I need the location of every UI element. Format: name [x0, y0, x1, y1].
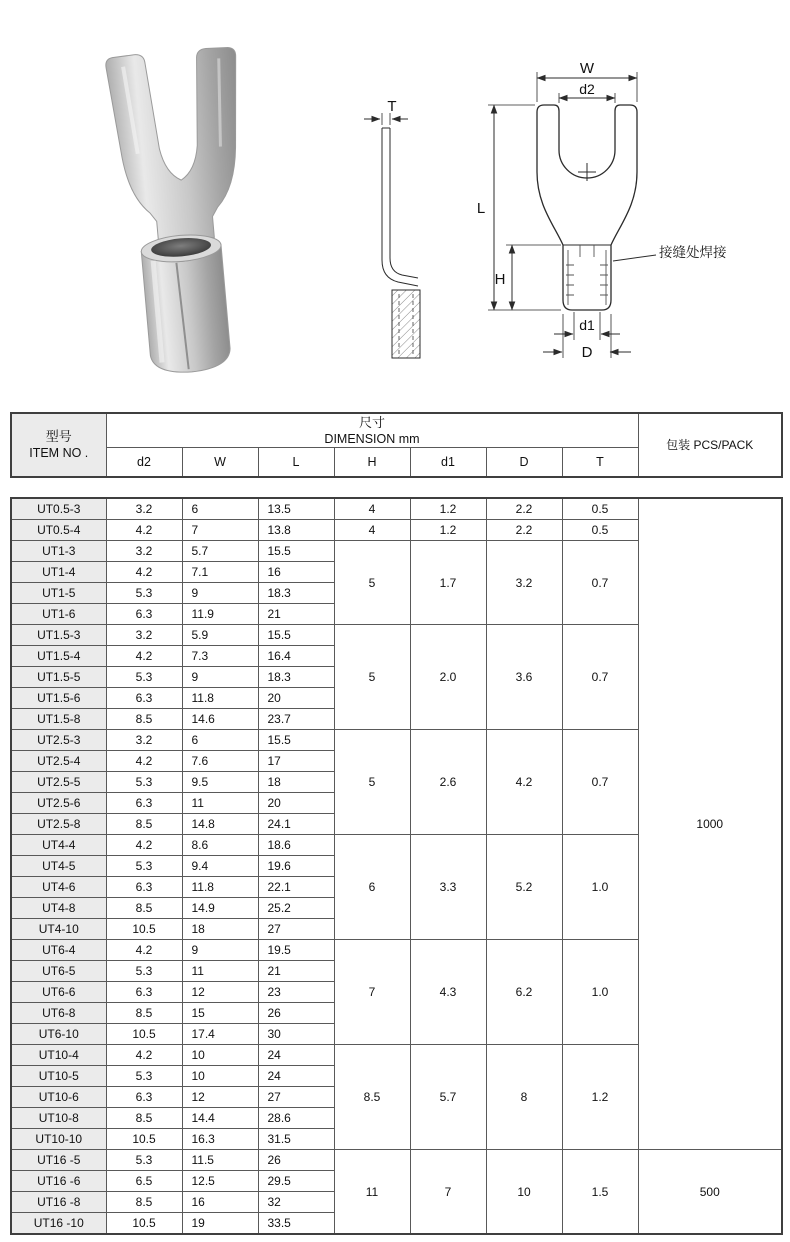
cell-d2: 6.5 [106, 1171, 182, 1192]
item-no-header-zh: 型号 [45, 429, 72, 445]
dim-label-d: D [581, 344, 593, 361]
cell-w: 14.6 [182, 709, 258, 730]
cell-d: 6.2 [486, 940, 562, 1045]
cell-item-no: UT2.5-5 [11, 772, 106, 793]
cell-t: 0.7 [562, 730, 638, 835]
cell-t: 1.0 [562, 940, 638, 1045]
cell-l: 30 [258, 1024, 334, 1045]
cell-w: 18 [182, 919, 258, 940]
cell-l: 26 [258, 1150, 334, 1171]
technical-figures [0, 0, 790, 405]
spec-row [11, 498, 782, 520]
cell-d2: 10.5 [106, 1024, 182, 1045]
cell-w: 14.9 [182, 898, 258, 919]
weld-note-label: 接缝处焊接 [659, 245, 727, 260]
cell-l: 20 [258, 688, 334, 709]
cell-w: 9.5 [182, 772, 258, 793]
cell-d2: 4.2 [106, 562, 182, 583]
front-view-drawing [477, 60, 727, 361]
cell-d2: 5.3 [106, 772, 182, 793]
cell-d1: 1.2 [410, 498, 486, 520]
cell-item-no: UT1.5-8 [11, 709, 106, 730]
cell-l: 18 [258, 772, 334, 793]
spec-table-body [11, 498, 782, 1234]
cell-w: 8.6 [182, 835, 258, 856]
cell-d2: 8.5 [106, 1108, 182, 1129]
dimension-header [106, 413, 638, 448]
item-no-header-en: ITEM NO . [29, 446, 89, 461]
cell-d: 2.2 [486, 498, 562, 520]
cell-l: 28.6 [258, 1108, 334, 1129]
cell-w: 6 [182, 730, 258, 751]
cell-d2: 3.2 [106, 498, 182, 520]
cell-d2: 4.2 [106, 1045, 182, 1066]
cell-w: 5.9 [182, 625, 258, 646]
cell-item-no: UT1-4 [11, 562, 106, 583]
front-outline [537, 105, 637, 310]
cell-d2: 6.3 [106, 688, 182, 709]
cell-d2: 4.2 [106, 835, 182, 856]
pack-header: 包装 PCS/PACK [638, 413, 782, 477]
item-no-header [11, 413, 106, 477]
cell-l: 33.5 [258, 1213, 334, 1235]
spec-row [11, 1150, 782, 1171]
cell-l: 18.6 [258, 835, 334, 856]
col-header-l: L [258, 448, 334, 477]
cell-item-no: UT2.5-6 [11, 793, 106, 814]
cell-w: 7 [182, 520, 258, 541]
cell-l: 18.3 [258, 667, 334, 688]
cell-d2: 4.2 [106, 940, 182, 961]
cell-d1: 1.2 [410, 520, 486, 541]
cell-d2: 4.2 [106, 646, 182, 667]
cell-item-no: UT1-6 [11, 604, 106, 625]
cell-d1: 2.0 [410, 625, 486, 730]
cell-l: 21 [258, 604, 334, 625]
dimension-header-en: DIMENSION mm [324, 432, 420, 446]
cell-d2: 10.5 [106, 919, 182, 940]
cell-l: 15.5 [258, 625, 334, 646]
cell-d2: 5.3 [106, 583, 182, 604]
dim-label-h: H [494, 271, 506, 288]
cell-d: 2.2 [486, 520, 562, 541]
cell-l: 15.5 [258, 541, 334, 562]
cell-item-no: UT16 -10 [11, 1213, 106, 1235]
cell-item-no: UT1.5-6 [11, 688, 106, 709]
cell-d2: 6.3 [106, 877, 182, 898]
cell-l: 22.1 [258, 877, 334, 898]
cell-item-no: UT6-5 [11, 961, 106, 982]
cell-item-no: UT16 -8 [11, 1192, 106, 1213]
cell-w: 14.8 [182, 814, 258, 835]
cell-h: 4 [334, 498, 410, 520]
cell-h: 6 [334, 835, 410, 940]
side-barrel-section [392, 290, 420, 358]
cell-item-no: UT0.5-3 [11, 498, 106, 520]
cell-w: 5.7 [182, 541, 258, 562]
cell-item-no: UT6-10 [11, 1024, 106, 1045]
cell-d2: 3.2 [106, 541, 182, 562]
cell-l: 19.5 [258, 940, 334, 961]
cell-d2: 8.5 [106, 898, 182, 919]
cell-t: 0.7 [562, 541, 638, 625]
cell-item-no: UT2.5-4 [11, 751, 106, 772]
cell-l: 24 [258, 1066, 334, 1087]
cell-w: 11.8 [182, 877, 258, 898]
cell-d: 4.2 [486, 730, 562, 835]
cell-d1: 5.7 [410, 1045, 486, 1150]
cell-item-no: UT1.5-4 [11, 646, 106, 667]
cell-w: 12 [182, 1087, 258, 1108]
cell-w: 9 [182, 667, 258, 688]
cell-w: 11.5 [182, 1150, 258, 1171]
col-header-h: H [334, 448, 410, 477]
cell-w: 11 [182, 961, 258, 982]
cell-l: 27 [258, 919, 334, 940]
cell-w: 10 [182, 1066, 258, 1087]
cell-w: 15 [182, 1003, 258, 1024]
cell-item-no: UT4-10 [11, 919, 106, 940]
cell-d2: 6.3 [106, 604, 182, 625]
cell-d2: 10.5 [106, 1129, 182, 1150]
cell-item-no: UT4-4 [11, 835, 106, 856]
cell-item-no: UT6-8 [11, 1003, 106, 1024]
cell-l: 31.5 [258, 1129, 334, 1150]
cell-d2: 5.3 [106, 667, 182, 688]
cell-item-no: UT16 -5 [11, 1150, 106, 1171]
cell-item-no: UT4-6 [11, 877, 106, 898]
cell-d2: 4.2 [106, 751, 182, 772]
cell-pack: 1000 [638, 498, 782, 1150]
cell-l: 32 [258, 1192, 334, 1213]
cell-h: 11 [334, 1150, 410, 1235]
cell-w: 9 [182, 583, 258, 604]
cell-l: 18.3 [258, 583, 334, 604]
cell-d2: 6.3 [106, 982, 182, 1003]
cell-d1: 3.3 [410, 835, 486, 940]
cell-item-no: UT10-8 [11, 1108, 106, 1129]
cell-w: 7.3 [182, 646, 258, 667]
cell-w: 16 [182, 1192, 258, 1213]
cell-w: 10 [182, 1045, 258, 1066]
cell-item-no: UT2.5-3 [11, 730, 106, 751]
cell-l: 24.1 [258, 814, 334, 835]
cell-item-no: UT0.5-4 [11, 520, 106, 541]
cell-d1: 2.6 [410, 730, 486, 835]
cell-w: 6 [182, 498, 258, 520]
side-view-drawing [364, 98, 420, 358]
cell-w: 7.6 [182, 751, 258, 772]
terminal-photo [105, 46, 263, 377]
dim-label-d1: d1 [579, 317, 595, 333]
cell-l: 26 [258, 1003, 334, 1024]
cell-d2: 3.2 [106, 730, 182, 751]
dim-label-d2: d2 [579, 81, 595, 97]
cell-l: 13.8 [258, 520, 334, 541]
cell-d2: 3.2 [106, 625, 182, 646]
cell-item-no: UT4-8 [11, 898, 106, 919]
cell-l: 13.5 [258, 498, 334, 520]
cell-l: 23.7 [258, 709, 334, 730]
cell-w: 11.8 [182, 688, 258, 709]
cell-w: 11.9 [182, 604, 258, 625]
cell-d: 10 [486, 1150, 562, 1235]
cell-item-no: UT6-6 [11, 982, 106, 1003]
cell-d2: 10.5 [106, 1213, 182, 1235]
dim-label-l: L [476, 200, 486, 217]
dim-label-w: W [579, 60, 595, 77]
cell-l: 24 [258, 1045, 334, 1066]
cell-d2: 6.3 [106, 1087, 182, 1108]
cell-item-no: UT10-6 [11, 1087, 106, 1108]
cell-d2: 5.3 [106, 856, 182, 877]
cell-w: 19 [182, 1213, 258, 1235]
cell-l: 21 [258, 961, 334, 982]
cell-item-no: UT1-5 [11, 583, 106, 604]
cell-d2: 8.5 [106, 814, 182, 835]
cell-l: 16 [258, 562, 334, 583]
cell-d: 8 [486, 1045, 562, 1150]
cell-item-no: UT10-10 [11, 1129, 106, 1150]
cell-w: 7.1 [182, 562, 258, 583]
cell-l: 25.2 [258, 898, 334, 919]
cell-w: 12 [182, 982, 258, 1003]
cell-d2: 8.5 [106, 1192, 182, 1213]
cell-w: 11 [182, 793, 258, 814]
cell-w: 9 [182, 940, 258, 961]
cell-l: 27 [258, 1087, 334, 1108]
cell-d2: 5.3 [106, 961, 182, 982]
cell-d: 3.6 [486, 625, 562, 730]
cell-w: 12.5 [182, 1171, 258, 1192]
cell-item-no: UT10-4 [11, 1045, 106, 1066]
cell-l: 19.6 [258, 856, 334, 877]
cell-item-no: UT1-3 [11, 541, 106, 562]
col-header-d1: d1 [410, 448, 486, 477]
cell-d2: 8.5 [106, 1003, 182, 1024]
cell-d2: 4.2 [106, 520, 182, 541]
cell-item-no: UT1.5-5 [11, 667, 106, 688]
col-header-w: W [182, 448, 258, 477]
dim-label-t: T [387, 98, 397, 115]
cell-l: 17 [258, 751, 334, 772]
cell-l: 23 [258, 982, 334, 1003]
cell-item-no: UT2.5-8 [11, 814, 106, 835]
cell-t: 1.2 [562, 1045, 638, 1150]
cell-h: 7 [334, 940, 410, 1045]
cell-l: 20 [258, 793, 334, 814]
cell-item-no: UT10-5 [11, 1066, 106, 1087]
cell-d2: 5.3 [106, 1150, 182, 1171]
cell-h: 4 [334, 520, 410, 541]
cell-d1: 4.3 [410, 940, 486, 1045]
cell-h: 5 [334, 541, 410, 625]
cell-d2: 8.5 [106, 709, 182, 730]
dimension-header-zh: 尺寸 [358, 415, 385, 430]
cell-h: 5 [334, 730, 410, 835]
cell-d1: 7 [410, 1150, 486, 1235]
cell-t: 0.5 [562, 498, 638, 520]
cell-l: 29.5 [258, 1171, 334, 1192]
cell-d: 5.2 [486, 835, 562, 940]
cell-w: 17.4 [182, 1024, 258, 1045]
cell-item-no: UT4-5 [11, 856, 106, 877]
cell-item-no: UT16 -6 [11, 1171, 106, 1192]
cell-d2: 6.3 [106, 793, 182, 814]
cell-w: 9.4 [182, 856, 258, 877]
cell-d: 3.2 [486, 541, 562, 625]
col-header-t: T [562, 448, 638, 477]
col-header-d: D [486, 448, 562, 477]
cell-h: 5 [334, 625, 410, 730]
cell-pack: 500 [638, 1150, 782, 1235]
cell-item-no: UT1.5-3 [11, 625, 106, 646]
cell-l: 15.5 [258, 730, 334, 751]
cell-t: 0.5 [562, 520, 638, 541]
terminal-fork-body [105, 46, 251, 246]
cell-h: 8.5 [334, 1045, 410, 1150]
spec-table [10, 497, 783, 1235]
spec-table-header [10, 412, 783, 478]
cell-w: 16.3 [182, 1129, 258, 1150]
cell-d2: 5.3 [106, 1066, 182, 1087]
cell-w: 14.4 [182, 1108, 258, 1129]
col-header-d2: d2 [106, 448, 182, 477]
cell-t: 1.0 [562, 835, 638, 940]
cell-t: 0.7 [562, 625, 638, 730]
cell-item-no: UT6-4 [11, 940, 106, 961]
cell-t: 1.5 [562, 1150, 638, 1235]
cell-l: 16.4 [258, 646, 334, 667]
cell-d1: 1.7 [410, 541, 486, 625]
